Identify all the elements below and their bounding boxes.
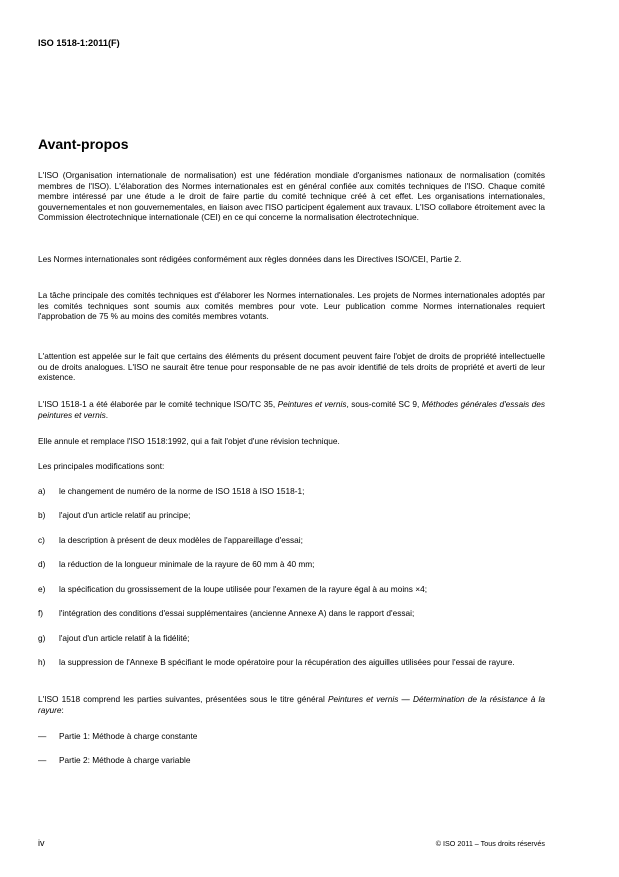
list-item-text: Partie 1: Méthode à charge constante <box>59 731 198 741</box>
paragraph-modifications-intro: Les principales modifications sont: <box>38 461 165 471</box>
list-label: a) <box>38 486 46 496</box>
list-label: g) <box>38 633 46 643</box>
list-item-text: l'intégration des conditions d'essai supplémentaires (ancienne Annexe A) dans le rapport d'essai; <box>59 608 415 618</box>
list-item <box>38 486 545 497</box>
list-item-text: l'ajout d'un article relatif à la fidélité; <box>59 633 190 643</box>
text-span: L'ISO 1518 comprend les parties suivantes, présentées sous le titre général <box>38 694 328 704</box>
list-item <box>38 755 545 766</box>
paragraph-technical-committees: La tâche principale des comités techniques est d'élaborer les Normes internationales. Les projets de Normes internationales adoptés par les comités techniques sont soumis aux comités membres pour vote. Leur publication comme Normes internationales requiert l'approbation de 75 % au moins des comités membres votants. <box>38 290 545 322</box>
text-span: , sous-comité SC 9, <box>346 399 422 409</box>
page-number: iv <box>38 838 45 848</box>
paragraph-prepared-by <box>38 399 545 420</box>
text-span: L'ISO 1518-1 a été élaborée par le comité technique ISO/TC 35, <box>38 399 278 409</box>
list-item <box>38 633 545 644</box>
list-item-text: la spécification du grossissement de la loupe utilisée pour l'examen de la rayure égal à au moins ×4; <box>59 584 428 594</box>
copyright-notice: © ISO 2011 – Tous droits réservés <box>435 839 545 848</box>
dash-marker: — <box>38 755 47 765</box>
list-item-text: l'ajout d'un article relatif au principe; <box>59 510 191 520</box>
paragraph-parts-intro <box>38 694 545 715</box>
general-title-italic: Peintures et vernis — Détermination de la résistance à la rayure <box>38 694 545 715</box>
list-item <box>38 657 545 668</box>
text-span: : <box>61 704 64 715</box>
list-item-text: Partie 2: Méthode à charge variable <box>59 755 191 765</box>
text-span: . <box>105 409 109 420</box>
list-item-text: la suppression de l'Annexe B spécifiant le mode opératoire pour la récupération des aiguilles utilisées pour l'essai de rayure. <box>59 657 515 667</box>
list-label: e) <box>38 584 46 594</box>
list-label: b) <box>38 510 46 520</box>
list-item-text: la description à présent de deux modèles de l'appareillage d'essai; <box>59 535 303 545</box>
list-label: c) <box>38 535 45 545</box>
list-item <box>38 535 545 546</box>
subcommittee-title-italic: Méthodes générales d'essais des peintures et vernis <box>38 399 545 420</box>
paragraph-directives: Les Normes internationales sont rédigées conformément aux règles données dans les Directives ISO/CEI, Partie 2. <box>38 254 462 264</box>
list-item <box>38 731 545 742</box>
list-label: d) <box>38 559 46 569</box>
paragraph-patent-rights: L'attention est appelée sur le fait que certains des éléments du présent document peuvent faire l'objet de droits de propriété intellectuelle ou de droits analogues. L'ISO ne saurait être tenue pour responsable de ne pas avoir identifié de tels droits de propriété et averti de leur existence. <box>38 351 545 383</box>
list-label: h) <box>38 657 46 667</box>
document-id: ISO 1518-1:2011(F) <box>38 38 120 48</box>
committee-title-italic: Peintures et vernis <box>277 399 347 409</box>
list-label: f) <box>38 608 44 618</box>
list-item <box>38 559 545 570</box>
dash-marker: — <box>38 731 47 741</box>
list-item <box>38 584 545 595</box>
section-heading: Avant-propos <box>38 136 129 152</box>
paragraph-replaces: Elle annule et remplace l'ISO 1518:1992, qui a fait l'objet d'une révision technique. <box>38 436 340 446</box>
list-item <box>38 608 545 619</box>
list-item-text: la réduction de la longueur minimale de la rayure de 60 mm à 40 mm; <box>59 559 315 569</box>
paragraph-iso-organisation: L'ISO (Organisation internationale de normalisation) est une fédération mondiale d'organismes nationaux de normalisation (comités membres de l'ISO). L'élaboration des Normes internationales est en général confiée aux comités techniques de l'ISO. Chaque comité membre intéressé par une étude a le droit de faire partie du comité technique créé à cet effet. Les organisations internationales, gouvernementales et non gouvernementales, en liaison avec l'ISO participent également aux travaux. L'ISO collabore étroitement avec la Commission électrotechnique internationale (CEI) en ce qui concerne la normalisation électrotechnique. <box>38 170 545 223</box>
list-item-text: le changement de numéro de la norme de ISO 1518 à ISO 1518-1; <box>59 486 305 496</box>
list-item <box>38 510 545 521</box>
